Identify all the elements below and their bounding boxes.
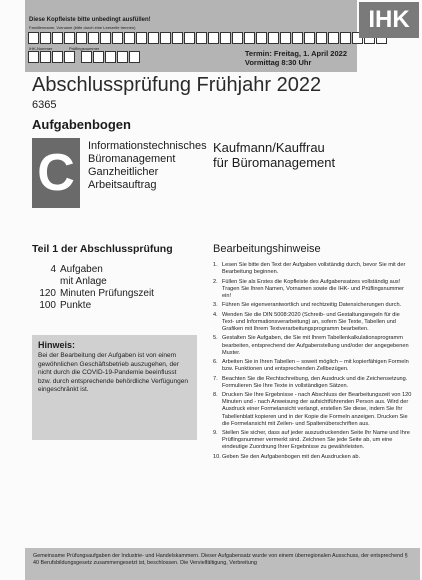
fact-number: 120 <box>39 288 56 299</box>
instruction-text: Führen Sie eigenverantwortlich und rechtzeitig Datensicherungen durch. <box>222 302 402 309</box>
profession <box>213 140 335 170</box>
instruction-text: Stellen Sie sicher, dass auf jeder auszudruckenden Seite Ihr Name und Ihre Prüflingsnummer vermerkt sind. Zeichnen Sie jede Seite ab, um eine eindeutige Zuordnung Ihrer Ergebnisse zu gewährleisten. <box>222 430 410 451</box>
exam-name-line: Ganzheitlicher <box>88 166 159 178</box>
instruction-item: 8. Drucken Sie Ihre Ergebnisse - nach Abschluss der Bearbeitungszeit von 120 Minuten und - nach Anweisung der aufsichtführenden Person aus. Wird der Ausdruck einer Formelansicht verlangt, erstellen Sie diese, indem Sie Ihr Tabellenblatt kopieren und in der Kopie die Formeln anzeigen. Drucken Sie die Formelansicht mit Zeilen- und Spaltenüberschriften aus. <box>213 392 412 427</box>
exam-name-line: Arbeitsauftrag <box>88 179 157 191</box>
exam-time: Vormittag 8:30 Uhr <box>244 58 312 67</box>
ihk-number-label: IHK-Nummer <box>29 46 53 51</box>
exam-letter-badge: C <box>32 138 80 208</box>
notice-box <box>32 335 197 440</box>
notice-heading: Hinweis: <box>38 340 76 350</box>
fact-row <box>32 264 154 276</box>
fact-number: 4 <box>50 264 56 275</box>
instruction-text: Füllen Sie als Erstes die Kopfleiste des Aufgabensatzes vollständig aus! Tragen Sie Ihren Namen, Vornamen sowie die IHK- und Prüflingsnummer ein! <box>222 278 404 299</box>
fact-text: mit Anlage <box>60 276 107 287</box>
instructions-list <box>213 262 413 463</box>
instruction-item: 1. Lesen Sie bitte den Text der Aufgaben vollständig durch, bevor Sie mit der Bearbeitung beginnen. <box>213 262 413 276</box>
exam-code: 6365 <box>32 99 57 111</box>
fact-text: Punkte <box>60 300 92 311</box>
instruction-item: 9. Stellen Sie sicher, dass auf jeder auszudruckenden Seite Ihr Name und Ihre Prüflingsnummer vermerkt sind. Zeichnen Sie jede Seite ab, um eine eindeutige Zuordnung Ihrer Ergebnisse zu gewährleisten. <box>213 430 413 451</box>
number-input-boxes[interactable] <box>28 51 141 63</box>
ihk-logo: IHK <box>359 2 419 38</box>
exam-date: Termin: Freitag, 1. April 2022 <box>244 49 347 58</box>
instruction-text: Wenden Sie die DIN 5008:2020 (Schreib- und Gestaltungsregeln für die Text- und Informationsverarbeitung) an, sofern Sie Texte, Tabellen und Grafiken mit Ihrem Textverarbeitungsprogramm bearbeiten. <box>222 311 400 332</box>
fact-text: Minuten Prüfungszeit <box>60 288 154 299</box>
fact-row <box>32 288 154 300</box>
footer-text: Gemeinsame Prüfungsaufgaben der Industrie- und Handelskammern. Dieser Aufgabensatz wurde von einem überregionalen Ausschuss, der entsprechend § 40 Berufsbildungsgesetz zusammengesetzt ist, beschlossen. Die Vervielfältigung, Verbreitung <box>33 553 408 566</box>
fact-row <box>32 276 154 288</box>
instruction-text: Drucken Sie Ihre Ergebnisse - nach Abschluss der Bearbeitungszeit von 120 Minuten und - nach Anweisung der aufsichtführenden Person aus. Wird der Ausdruck einer Formelansicht verlangt, erstellen Sie diese, indem Sie Ihr Tabellenblatt kopieren und in der Kopie die Formeln anzeigen. Drucken Sie die Formelansicht mit Zeilen- und Spaltenüberschriften aus. <box>222 392 412 427</box>
exam-name <box>88 140 208 192</box>
exam-facts <box>32 264 154 312</box>
exam-name-line: Büromanagement <box>88 153 176 165</box>
fact-text: Aufgaben <box>60 264 103 275</box>
instruction-text: Gestalten Sie Aufgaben, die Sie mit Ihrem Tabellenkalkulationsprogramm bearbeiten, entsprechend der Aufgabenstellung und/oder der angegebenen Muster. <box>222 335 409 356</box>
instruction-text: Geben Sie den Aufgabenbogen mit den Ausdrucken ab. <box>222 453 361 460</box>
fact-row <box>32 300 154 312</box>
instruction-item: 5. Gestalten Sie Aufgaben, die Sie mit Ihrem Tabellenkalkulationsprogramm bearbeiten, entsprechend der Aufgabenstellung und/oder der angegebenen Muster. <box>213 335 413 356</box>
instruction-item: 7. Beachten Sie die Rechtschreibung, den Ausdruck und die Zeichensetzung. Formulieren Sie Ihre Texte in vollständigen Sätzen. <box>213 376 413 390</box>
header-notice: Diese Kopfleiste bitte unbedingt ausfüllen! <box>29 17 151 23</box>
exam-name-line: Informationstechnisches <box>88 140 207 152</box>
instruction-text: Beachten Sie die Rechtschreibung, den Ausdruck und die Zeichensetzung. Formulieren Sie Ihre Texte in vollständigen Sätzen. <box>222 375 408 389</box>
instruction-text: Lesen Sie bitte den Text der Aufgaben vollständig durch, bevor Sie mit der Bearbeitung beginnen. <box>222 262 406 276</box>
profession-line: für Büromanagement <box>213 155 336 170</box>
instruction-item: 3. Führen Sie eigenverantwortlich und rechtzeitig Datensicherungen durch. <box>213 302 402 309</box>
profession-line: Kaufmann/Kauffrau <box>213 140 325 155</box>
name-input-boxes[interactable] <box>28 32 388 44</box>
exam-date-time <box>245 49 347 67</box>
instruction-item: 2. Füllen Sie als Erstes die Kopfleiste des Aufgabensatzes vollständig aus! Tragen Sie Ihren Namen, Vornamen sowie die IHK- und Prüflingsnummer ein! <box>213 279 413 300</box>
exam-part: Teil 1 der Abschlussprüfung <box>32 243 173 255</box>
exam-number-label: Prüflingsnummer <box>69 46 100 51</box>
header-fill-strip <box>25 0 357 72</box>
page-title: Abschlussprüfung Frühjahr 2022 <box>32 74 322 96</box>
footer-strip <box>25 548 420 580</box>
instruction-item: 4. Wenden Sie die DIN 5008:2020 (Schreib- und Gestaltungsregeln für die Text- und Informationsverarbeitung) an, sofern Sie Texte, Tabellen und Grafiken mit Ihrem Textverarbeitungsprogramm bearbeiten. <box>213 312 413 333</box>
name-hint: Familienname, Vorname (bitte durch eine Leerzeile trennen) <box>29 25 136 30</box>
instruction-text: Arbeiten Sie in Ihren Tabellen – soweit möglich – mit kopierfähigen Formeln bzw. Funktionen und entsprechenden Zellbezügen. <box>222 359 409 373</box>
notice-text: Bei der Bearbeitung der Aufgaben ist von einem gewöhnlichen Geschäftsbetrieb auszugehen, der nicht durch die COVID-19-Pandemie beeinflusst bzw. durch entsprechende behördliche Verfügungen eingeschränkt ist. <box>38 352 188 394</box>
document-type: Aufgabenbogen <box>32 117 131 132</box>
instruction-item: 6. Arbeiten Sie in Ihren Tabellen – soweit möglich – mit kopierfähigen Formeln bzw. Funktionen und entsprechenden Zellbezügen. <box>213 359 413 373</box>
fact-number: 100 <box>39 300 56 311</box>
instructions-title: Bearbeitungshinweise <box>213 243 321 255</box>
instruction-item: 10. Geben Sie den Aufgabenbogen mit den Ausdrucken ab. <box>213 453 361 460</box>
fact-number <box>32 276 56 288</box>
